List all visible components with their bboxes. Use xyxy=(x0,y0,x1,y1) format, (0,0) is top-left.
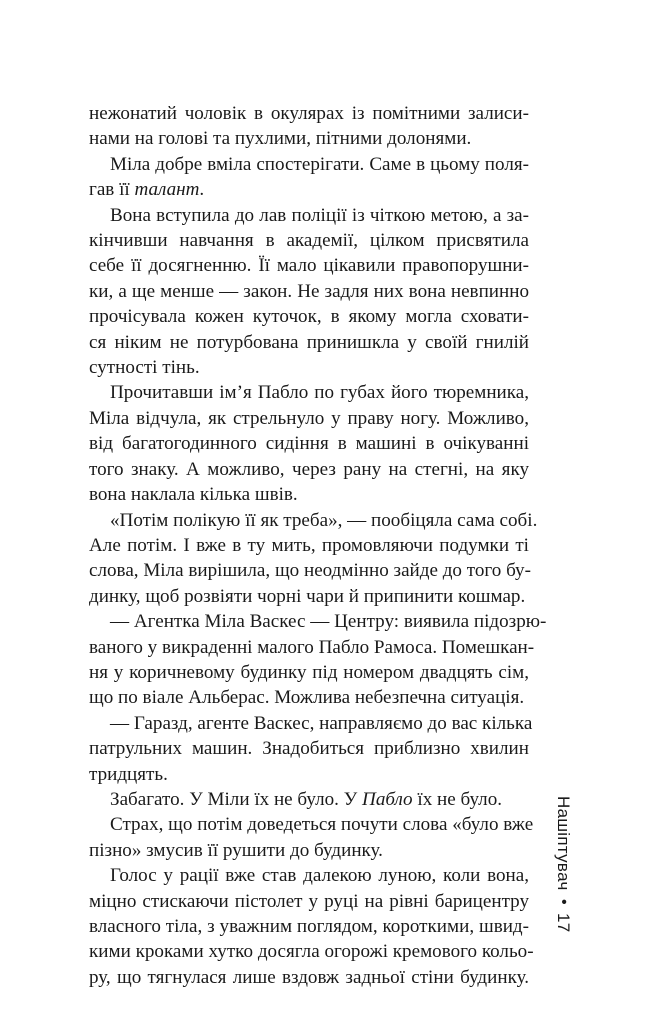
text-line xyxy=(89,508,538,533)
paragraph xyxy=(89,609,547,711)
text-line xyxy=(89,203,529,228)
text-line xyxy=(89,330,529,355)
line-text: кими кроками хутко досягла огорожі кремового кольо- xyxy=(89,941,534,963)
italic-word: Пабло xyxy=(362,788,413,810)
line-text: від багатогодинного сидіння в машині в очікуванні xyxy=(89,433,529,455)
text-line xyxy=(89,584,529,609)
line-text: тридцять. xyxy=(89,763,168,785)
paragraph xyxy=(89,152,529,203)
line-text: нами на голові та пухлими, пітними долонями. xyxy=(89,128,472,150)
line-text: ру, що тягнулася лише вздовж задньої стіни будинку. xyxy=(89,966,529,988)
line-text: нежонатий чоловік в окулярах із помітними залиси- xyxy=(89,103,529,124)
text-line xyxy=(89,863,529,888)
text-line xyxy=(89,711,533,736)
line-text: ваного у викраденні малого Пабло Рамоса. Помешкан- xyxy=(89,636,535,658)
line-text: Страх, що потім доведеться почути слова «було вже xyxy=(110,814,534,836)
running-head xyxy=(548,796,578,946)
line-text: слова, Міла вирішила, що неодмінно зайде до того бу- xyxy=(89,560,531,582)
line-text: пізно» змусив її рушити до будинку. xyxy=(89,839,383,861)
page-body-text xyxy=(89,101,547,990)
paragraph xyxy=(89,711,533,787)
line-text: вона наклала кілька швів. xyxy=(89,484,298,506)
line-text: міцно стискаючи пістолет у руці на рівні барицентру xyxy=(89,890,529,912)
text-line xyxy=(89,635,535,660)
text-line xyxy=(89,838,529,863)
text-line xyxy=(89,101,529,126)
line-text: Вона вступила до лав поліції із чіткою метою, а за- xyxy=(110,204,529,226)
line-text: Прочитавши ім’я Пабло по губах його тюремника, xyxy=(110,382,529,404)
line-text: себе її досягненню. Її мало цікавили правопорушни- xyxy=(89,255,529,277)
text-line xyxy=(89,660,529,685)
line-text: патрульних машин. Знадобиться приблизно хвилин xyxy=(89,738,529,760)
line-text: Але потім. І вже в ту мить, промовляючи подумки ті xyxy=(89,534,529,556)
paragraph xyxy=(89,812,534,863)
line-text: ня у коричневому будинку під номером двадцять сім, xyxy=(89,661,529,683)
line-text: того знаку. А можливо, через рану на стегні, на яку xyxy=(89,458,529,480)
text-line xyxy=(89,736,529,761)
paragraph xyxy=(89,101,529,152)
text-line xyxy=(89,457,529,482)
book-title: Нашіптувач xyxy=(554,796,573,891)
text-line xyxy=(89,889,529,914)
line-text: — Агентка Міла Васкес — Центру: виявила підозрю- xyxy=(110,611,547,633)
page-number: 17 xyxy=(554,912,573,933)
text-line xyxy=(89,965,529,990)
paragraph xyxy=(89,203,529,381)
text-line xyxy=(89,304,529,329)
line-text: — Гаразд, агенте Васкес, направляємо до вас кілька xyxy=(110,712,533,734)
line-text: власного тіла, з уважним поглядом, короткими, швид- xyxy=(89,916,529,937)
line-text: сутності тінь. xyxy=(89,357,200,379)
text-line xyxy=(89,482,529,507)
line-text-tail: їх не було. xyxy=(412,788,503,810)
text-line xyxy=(89,177,529,202)
line-text: що по віале Альберас. Можлива небезпечна ситуація. xyxy=(89,687,525,709)
line-text: ся ніким не потурбована принишкла у своїй гнилій xyxy=(89,331,529,353)
text-line xyxy=(89,685,529,710)
text-line xyxy=(89,380,529,405)
text-line xyxy=(89,762,529,787)
line-text: ки, а ще менше — закон. Не задля них вона невпинно xyxy=(89,280,529,302)
text-line xyxy=(89,228,529,253)
paragraph xyxy=(89,863,534,990)
text-line xyxy=(89,609,547,634)
line-text: Забагато. У Міли їх не було. У xyxy=(110,788,363,810)
text-line xyxy=(89,558,529,583)
line-text: Міла добре вміла спостерігати. Саме в цьому поля- xyxy=(110,153,529,175)
text-line xyxy=(89,533,529,558)
line-text: кінчивши навчання в академії, цілком присвятила xyxy=(89,230,529,252)
line-text: прочісувала кожен куточок, в якому могла сховати- xyxy=(89,306,529,328)
paragraph xyxy=(89,787,529,812)
text-line xyxy=(89,787,529,812)
text-line xyxy=(89,939,534,964)
italic-word: талант xyxy=(134,179,200,201)
text-line xyxy=(89,812,534,837)
paragraph xyxy=(89,380,529,507)
line-text: динку, щоб розвіяти чорні чари й припинити кошмар. xyxy=(89,585,526,607)
text-line xyxy=(89,279,529,304)
text-line xyxy=(89,126,529,151)
separator-dot: • xyxy=(555,898,572,905)
text-line xyxy=(89,914,529,939)
text-line xyxy=(89,406,529,431)
paragraph xyxy=(89,508,538,610)
text-line xyxy=(89,355,529,380)
text-line xyxy=(89,152,529,177)
text-line xyxy=(89,431,529,456)
line-text-tail: . xyxy=(199,179,205,201)
line-text: Голос у рації вже став далекою луною, коли вона, xyxy=(110,865,529,887)
line-text: «Потім полікую її як треба», — пообіцяла сама собі. xyxy=(110,509,538,531)
line-text: гав її xyxy=(89,179,135,201)
text-line xyxy=(89,253,529,278)
line-text: Міла відчула, як стрельнуло у праву ногу. Можливо, xyxy=(89,407,529,429)
